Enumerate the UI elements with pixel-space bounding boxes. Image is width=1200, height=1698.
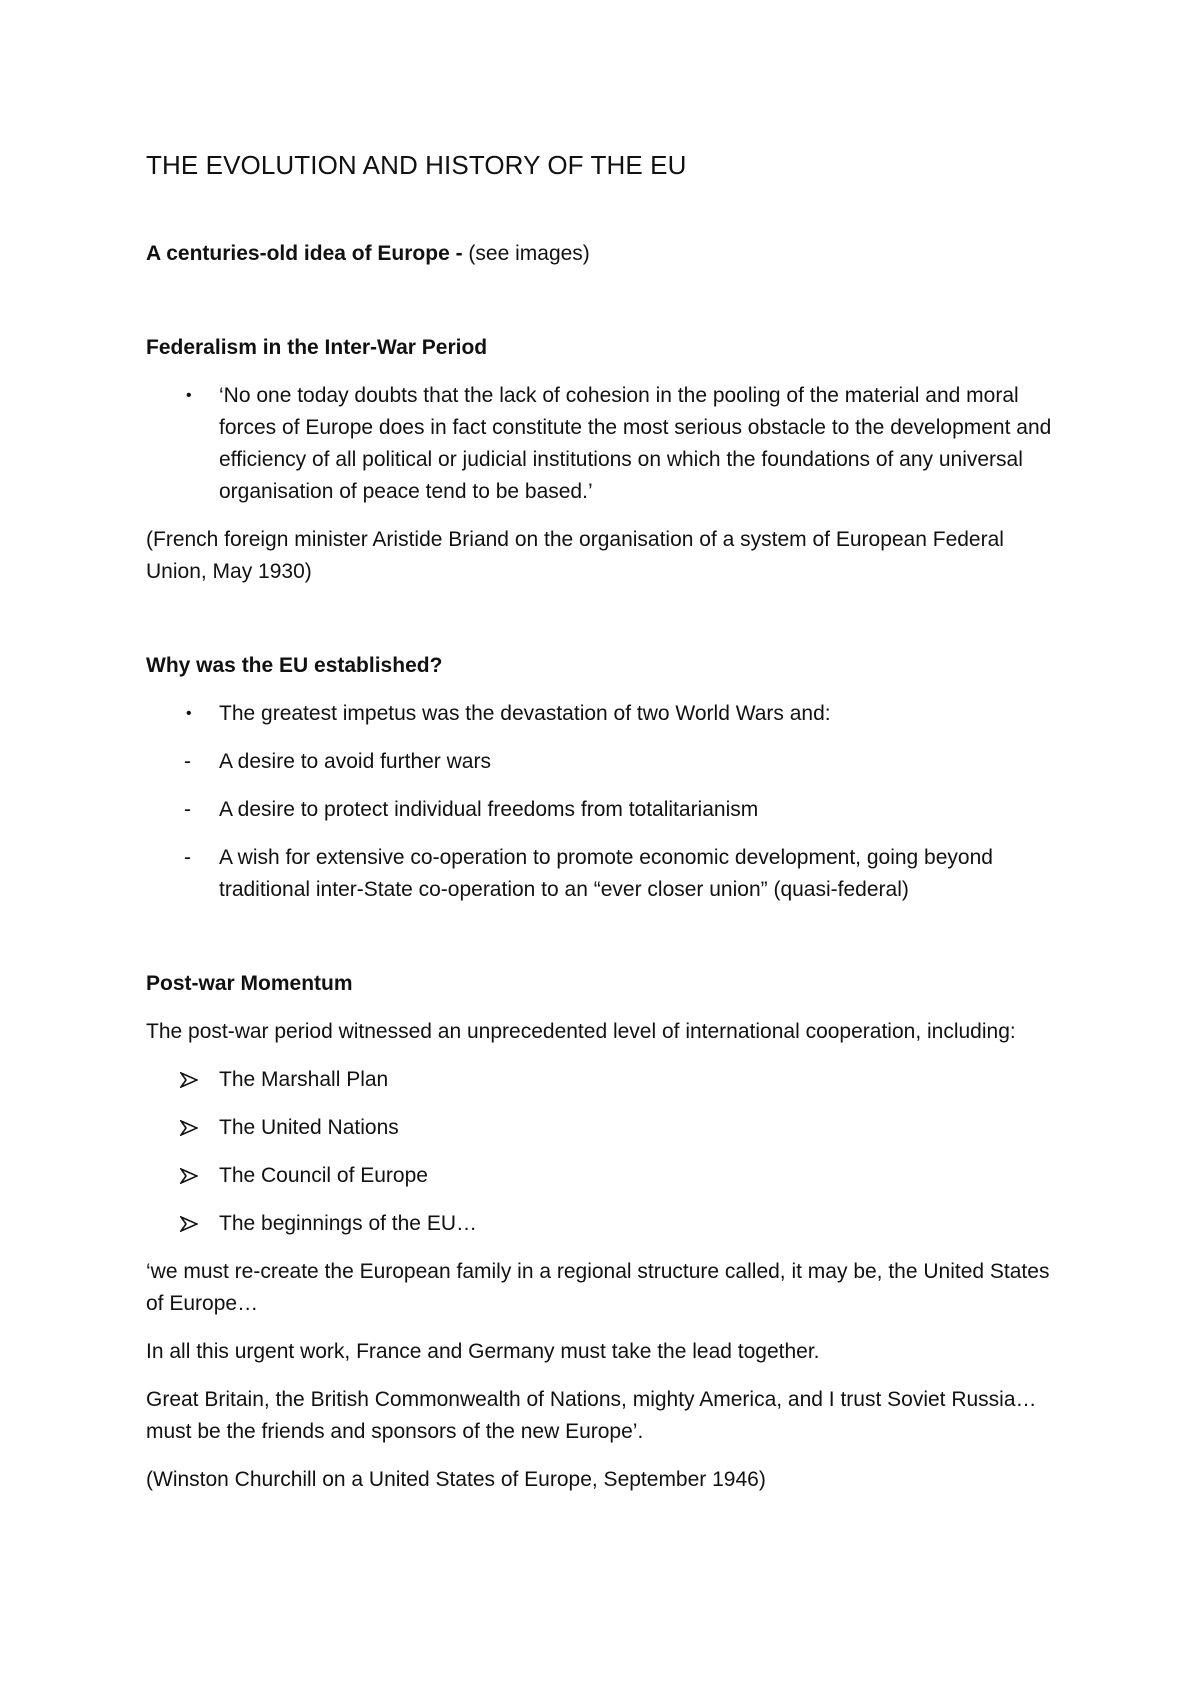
bullet-marker: • [186, 705, 192, 722]
section-heading-bold-part: A centuries-old idea of Europe - [146, 242, 463, 265]
section-heading-post-war-momentum: Post-war Momentum [146, 972, 353, 995]
churchill-attribution: (Winston Churchill on a United States of Europe, September 1946) [146, 1468, 766, 1491]
spacer [146, 604, 1066, 650]
dash-marker: - [184, 846, 191, 869]
spacer [146, 922, 1066, 968]
churchill-quote-paragraph: ‘we must re-create the European family in a regional structure called, it may be, the United States of Europe… [146, 1260, 1050, 1315]
list-item-text: A wish for extensive co-operation to promote economic development, going beyond traditional inter-State co-operation to an “ever closer union” (quasi-federal) [219, 846, 993, 901]
federalism-bullet-list [146, 380, 1066, 508]
list-item [146, 842, 1066, 906]
list-item [146, 746, 1066, 778]
section-heading-centuries-old-idea [146, 238, 1066, 270]
briand-attribution: (French foreign minister Aristide Briand on the organisation of a system of European Federal Union, May 1930) [146, 528, 1004, 583]
list-item [146, 1112, 1066, 1144]
section-heading-federalism: Federalism in the Inter-War Period [146, 336, 488, 359]
arrow-bullet-icon [180, 1112, 210, 1136]
dash-marker: - [184, 750, 191, 773]
post-war-intro: The post-war period witnessed an unprecedented level of international cooperation, including: [146, 1020, 1016, 1043]
briand-quote: ‘No one today doubts that the lack of cohesion in the pooling of the material and moral forces of Europe does in fact constitute the most serious obstacle to the development and efficiency of all political or judicial institutions on which the foundations of any universal organisation of peace tend to be based.’ [219, 384, 1052, 503]
arrow-bullet-icon [180, 1208, 210, 1232]
list-item [146, 1208, 1066, 1240]
section-heading-normal-part: (see images) [462, 242, 590, 265]
list-item-text: The United Nations [219, 1116, 399, 1139]
dash-marker: - [184, 798, 191, 821]
list-item [146, 1064, 1066, 1096]
list-item-text: The Marshall Plan [219, 1068, 389, 1091]
list-item [146, 1160, 1066, 1192]
arrow-bullet-icon [180, 1160, 210, 1184]
list-item-text: The greatest impetus was the devastation of two World Wars and: [219, 702, 831, 725]
list-item-text: A desire to protect individual freedoms from totalitarianism [219, 798, 759, 821]
document-title: THE EVOLUTION AND HISTORY OF THE EU [146, 150, 687, 180]
why-eu-list [146, 698, 1066, 906]
list-item-text: A desire to avoid further wars [219, 750, 491, 773]
list-item-text: The beginnings of the EU… [219, 1212, 477, 1235]
document-body [146, 148, 1066, 1512]
bullet-marker: • [186, 387, 192, 404]
list-item [146, 794, 1066, 826]
arrow-bullet-icon [180, 1064, 210, 1088]
list-item [146, 698, 1066, 730]
section-heading-why-eu: Why was the EU established? [146, 654, 443, 677]
churchill-quote-paragraph: In all this urgent work, France and Germany must take the lead together. [146, 1340, 820, 1363]
list-item-text: The Council of Europe [219, 1164, 428, 1187]
post-war-arrow-list [146, 1064, 1066, 1240]
churchill-quote-paragraph: Great Britain, the British Commonwealth of Nations, mighty America, and I trust Soviet Russia…must be the friends and sponsors of the new Europe’. [146, 1388, 1037, 1443]
list-item [146, 380, 1066, 508]
